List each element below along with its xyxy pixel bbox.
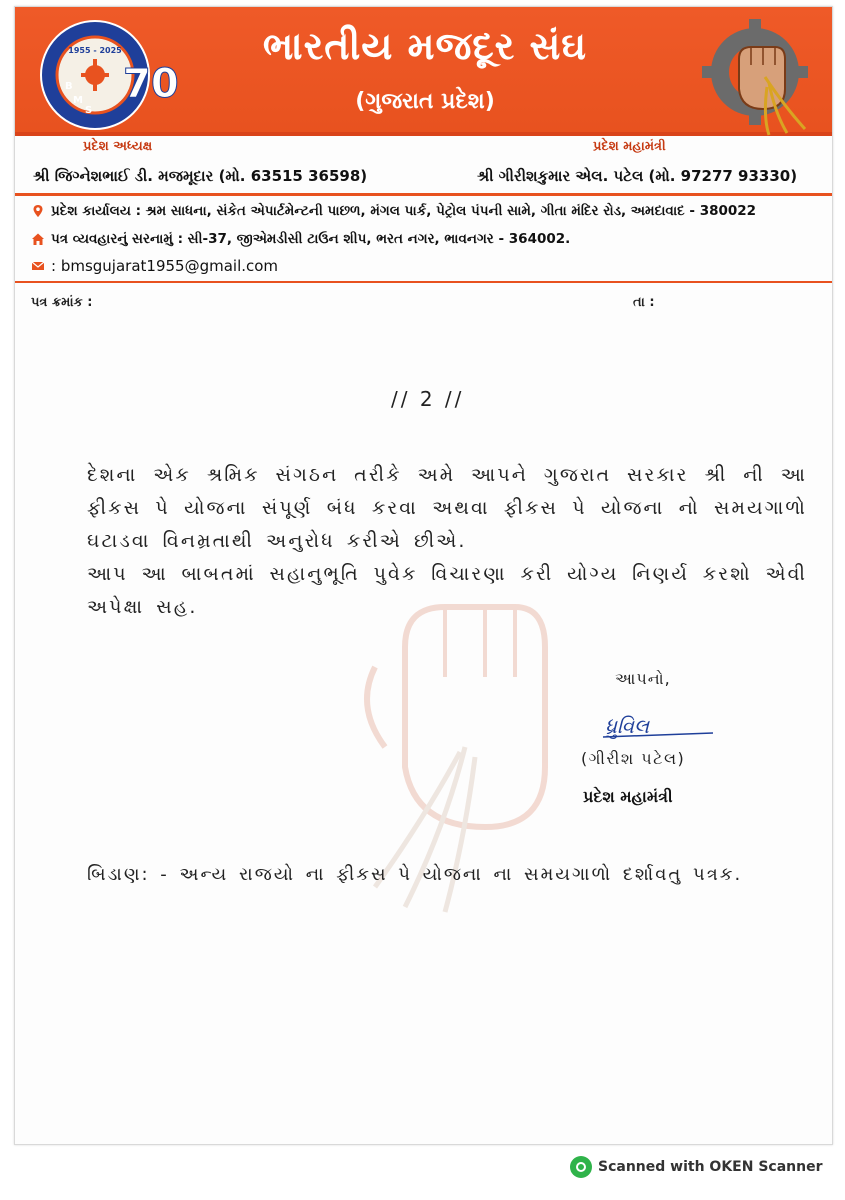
svg-text:M: M xyxy=(73,95,83,106)
body-paragraph-1: દેશના એક શ્રમિક સંગઠન તરીકે અમે આપને ગુજરાત સરકાર શ્રી ની આ ફીકસ પે યોજના સંપૂર્ણ બંધ કરવા અથવા ફીકસ પે યોજના નો સમયગાળો ઘટાડવા વિનમ્રતાથી અનુરોધ કરીએ છીએ. xyxy=(87,464,807,552)
office-address: પ્રદેશ કાર્યાલય : શ્રમ સાધના, સંકેત એપાર્ટમેન્ટની પાછળ, મંગલ પાર્ક, પેટ્રોલ પંપની સામે, ગીતા મંદિર રોડ, અમદાવાદ - 380022 xyxy=(51,203,757,219)
svg-text:ધ્રુવિલ: ધ્રુવિલ xyxy=(605,714,650,738)
office-address-line xyxy=(31,203,756,219)
body-paragraph-2: આપ આ બાબતમાં સહાનુભૂતિ પુવેક વિચારણા કરી યોગ્ય નિણર્ય કરશો એવી અપેક્ષા સહ. xyxy=(87,563,807,618)
svg-text:70: 70 xyxy=(123,61,179,107)
date-label: તા : xyxy=(633,295,655,310)
closing-salutation: આપનો, xyxy=(615,669,671,688)
email-line xyxy=(31,257,278,275)
signatory-name: (ગીરીશ પટેલ) xyxy=(581,749,686,768)
scanner-logo-icon xyxy=(570,1156,592,1178)
letter-page xyxy=(14,6,833,1145)
page-number: // 2 // xyxy=(391,387,465,411)
organization-title: ભારતીય મજદૂર સંઘ xyxy=(262,23,588,68)
email-address: : bmsgujarat1955@gmail.com xyxy=(51,257,279,275)
location-pin-icon xyxy=(31,204,45,218)
enclosure-note: બિડાણ: - અન્ય રાજયો ના ફીકસ પે યોજના ના સમયગાળો દર્શાવતુ પત્રક. xyxy=(87,864,743,885)
organization-subtitle: (ગુજરાત પ્રદેશ) xyxy=(355,89,495,114)
correspondence-address-line xyxy=(31,231,570,247)
handwritten-signature xyxy=(595,709,725,743)
correspondence-address: પત્ર વ્યવહારનું સરનામું : સી-37, જીએમડીસી ટાઉન શીપ, ભરત નગર, ભાવનગર - 364002. xyxy=(51,231,571,247)
svg-text:S: S xyxy=(85,105,93,116)
general-secretary-name: શ્રી ગીરીશકુમાર એલ. પટેલ (મો. 97277 93330) xyxy=(477,167,798,185)
general-secretary-role: પ્રદેશ મહામંત્રી xyxy=(593,139,666,154)
president-name: શ્રી જિગ્નેશભાઈ ડી. મજમૂદાર (મો. 63515 36598) xyxy=(33,167,368,185)
home-icon xyxy=(31,232,45,246)
svg-text:B: B xyxy=(65,81,73,92)
letter-number-label: પત્ર ક્રમાંક : xyxy=(31,295,93,310)
letter-body xyxy=(87,459,807,624)
address-divider xyxy=(15,281,832,283)
bms-70-years-logo xyxy=(37,17,179,135)
president-role: પ્રદેશ અધ્યક્ષ xyxy=(83,139,153,154)
header-divider xyxy=(15,193,832,196)
scanner-watermark xyxy=(570,1156,823,1178)
scanner-label: Scanned with OKEN Scanner xyxy=(598,1159,823,1175)
signatory-role: પ્રદેશ મહામંત્રી xyxy=(583,787,673,806)
letterhead-banner xyxy=(15,7,832,136)
svg-text:1955 - 2025: 1955 - 2025 xyxy=(68,46,122,55)
fist-gear-emblem xyxy=(705,17,820,137)
envelope-icon xyxy=(31,259,45,273)
